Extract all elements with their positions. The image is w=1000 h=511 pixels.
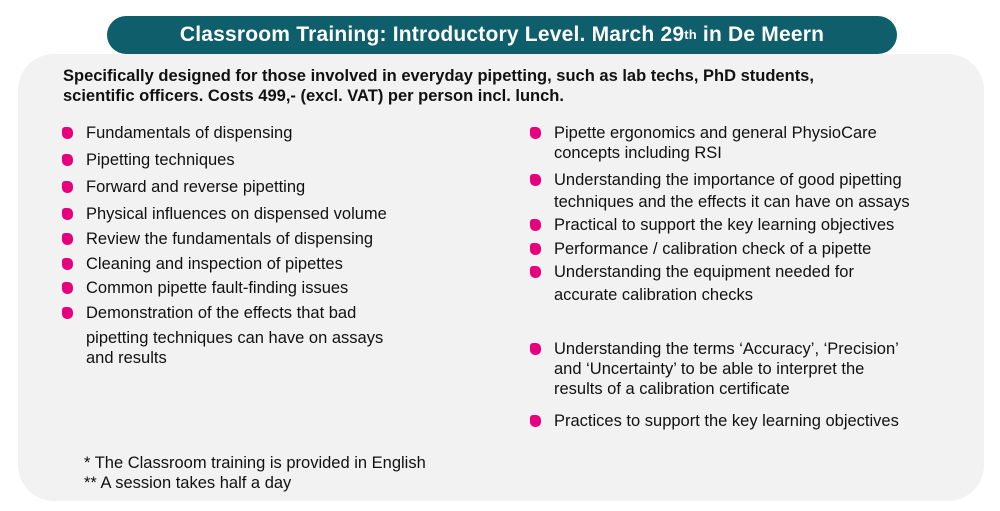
title-prefix: Classroom Training: Introductory Level. March 29 <box>179 23 685 46</box>
right-list-item-text: Understanding the importance of good pipetting <box>554 171 902 189</box>
right-list-item-text: concepts including RSI <box>554 144 722 162</box>
pink-bullet-icon <box>62 154 73 166</box>
pink-bullet-icon <box>530 219 541 231</box>
intro-line-1: Specifically designed for those involved in everyday pipetting, such as lab techs, PhD students, <box>63 67 814 85</box>
left-list-item-text: Physical influences on dispensed volume <box>86 205 387 223</box>
right-list-item-text: Practices to support the key learning objectives <box>554 412 899 430</box>
pink-bullet-icon <box>530 127 541 139</box>
pink-bullet-icon <box>62 258 73 270</box>
page-title-banner: Classroom Training: Introductory Level. March 29 th in De Meern <box>107 16 897 54</box>
pink-bullet-icon <box>530 243 541 255</box>
pink-bullet-icon <box>62 208 73 220</box>
language-note: * The Classroom training is provided in English <box>84 454 426 472</box>
right-list-item-text: accurate calibration checks <box>554 286 754 304</box>
left-list-item-text: Pipetting techniques <box>86 151 235 169</box>
left-list-item-text: Common pipette fault-finding issues <box>86 279 349 297</box>
intro-line-2: scientific officers. Costs 499,- (excl. VAT) per person incl. lunch. <box>63 87 564 105</box>
right-list-item-text: techniques and the effects it can have on assays <box>554 193 910 211</box>
left-list-item-text: Fundamentals of dispensing <box>86 124 293 142</box>
session-note: ** A session takes half a day <box>84 474 292 492</box>
right-list-item-text: Practical to support the key learning objectives <box>554 216 895 234</box>
pink-bullet-icon <box>62 282 73 294</box>
left-list-item-text: Cleaning and inspection of pipettes <box>86 255 343 273</box>
pink-bullet-icon <box>530 343 541 355</box>
pink-bullet-icon <box>62 127 73 139</box>
pink-bullet-icon <box>62 181 73 193</box>
right-list-item-text: Understanding the equipment needed for <box>554 263 854 281</box>
right-list-item-text: Pipette ergonomics and general PhysioCare <box>554 124 877 142</box>
pink-bullet-icon <box>530 174 541 186</box>
right-list-item-text: Performance / calibration check of a pipette <box>554 240 872 258</box>
title-suffix: in De Meern <box>696 23 825 46</box>
right-list-item-text: results of a calibration certificate <box>554 380 790 398</box>
left-list-item-text: Demonstration of the effects that bad <box>86 304 357 322</box>
intro-text <box>63 66 943 106</box>
pink-bullet-icon <box>530 266 541 278</box>
left-list-item-text: and results <box>86 349 167 367</box>
pink-bullet-icon <box>530 415 541 427</box>
left-list-item-text: pipetting techniques can have on assays <box>86 329 384 347</box>
right-list-item-text: Understanding the terms ‘Accuracy’, ‘Precision’ <box>554 340 899 358</box>
right-list-item-text: and ‘Uncertainty’ to be able to interpret the <box>554 360 865 378</box>
pink-bullet-icon <box>62 307 73 319</box>
left-list-item-text: Review the fundamentals of dispensing <box>86 230 374 248</box>
pink-bullet-icon <box>62 233 73 245</box>
left-list-item-text: Forward and reverse pipetting <box>86 178 306 196</box>
